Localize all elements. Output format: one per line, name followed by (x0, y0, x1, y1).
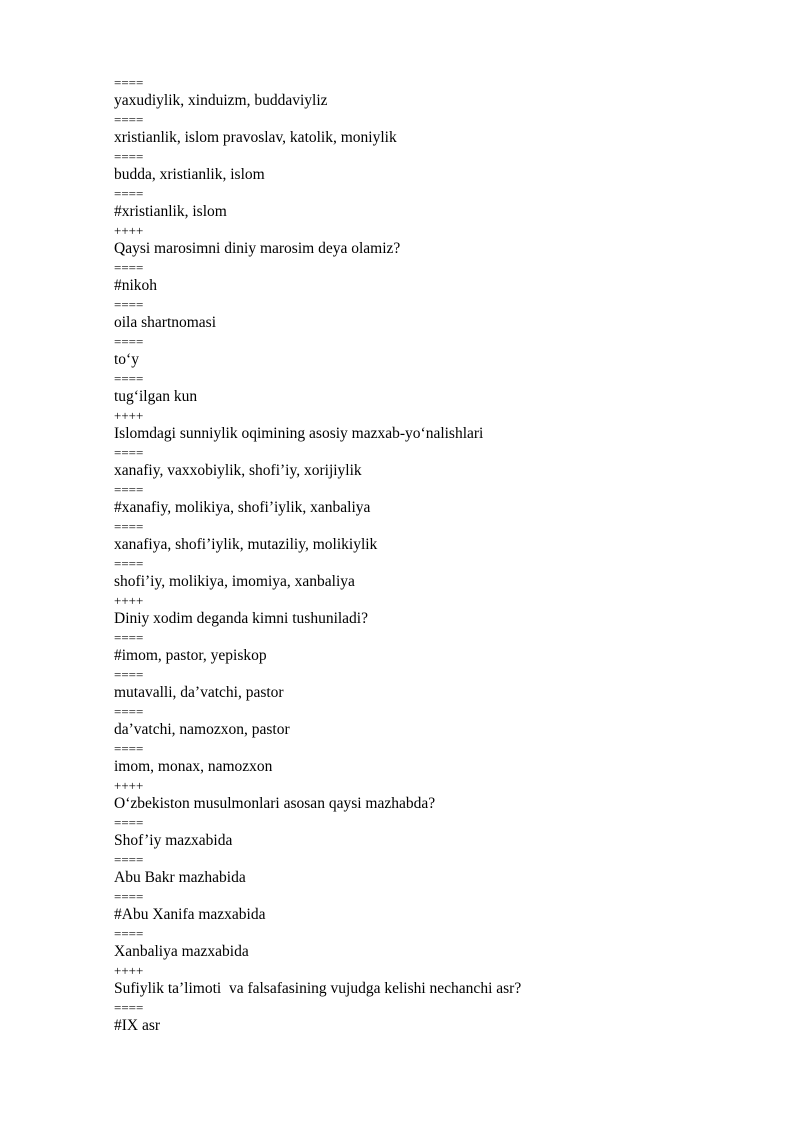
text-line: Diniy xodim deganda kimni tushuniladi? (114, 610, 368, 627)
separator-line: ==== (114, 519, 144, 534)
text-line: Abu Bakr mazhabida (114, 869, 246, 886)
text-line: shofi’iy, molikiya, imomiya, xanbaliya (114, 573, 355, 590)
text-line: tug‘ilgan kun (114, 388, 198, 405)
separator-line: ==== (114, 630, 144, 645)
text-line: imom, monax, namozxon (114, 758, 273, 775)
separator-line: ==== (114, 667, 144, 682)
text-line: Islomdagi sunniylik oqimining asosiy mazxab-yo‘nalishlari (114, 425, 484, 442)
separator-line: ++++ (114, 963, 144, 978)
separator-line: ==== (114, 260, 144, 275)
text-line: da’vatchi, namozxon, pastor (114, 721, 290, 738)
text-line: Shof’iy mazxabida (114, 832, 233, 849)
text-line: xristianlik, islom pravoslav, katolik, moniylik (114, 129, 397, 146)
separator-line: ==== (114, 852, 144, 867)
separator-line: ==== (114, 926, 144, 941)
text-line: oila shartnomasi (114, 314, 217, 331)
separator-line: ==== (114, 556, 144, 571)
separator-line: ==== (114, 371, 144, 386)
text-line: mutavalli, da’vatchi, pastor (114, 684, 284, 701)
document-body (114, 76, 754, 1038)
separator-line: ++++ (114, 593, 144, 608)
separator-line: ==== (114, 112, 144, 127)
separator-line: ==== (114, 75, 144, 90)
text-line: Sufiylik ta’limoti va falsafasining vujudga kelishi nechanchi asr? (114, 980, 522, 997)
text-line: yaxudiylik, xinduizm, buddaviyliz (114, 92, 328, 109)
text-line: #xanafiy, molikiya, shofi’iylik, xanbaliya (114, 499, 371, 516)
text-line: Qaysi marosimni diniy marosim deya olamiz? (114, 240, 401, 257)
separator-line: ==== (114, 704, 144, 719)
separator-line: ==== (114, 1000, 144, 1015)
text-line: O‘zbekiston musulmonlari asosan qaysi mazhabda? (114, 795, 436, 812)
text-line: #imom, pastor, yepiskop (114, 647, 267, 664)
text-line: xanafiya, shofi’iylik, mutaziliy, molikiylik (114, 536, 378, 553)
separator-line: ==== (114, 741, 144, 756)
separator-line: ++++ (114, 408, 144, 423)
separator-line: ==== (114, 186, 144, 201)
separator-line: ==== (114, 889, 144, 904)
separator-line: ==== (114, 815, 144, 830)
separator-line: ==== (114, 334, 144, 349)
separator-line: ++++ (114, 778, 144, 793)
text-line: #xristianlik, islom (114, 203, 227, 220)
text-line: xanafiy, vaxxobiylik, shofi’iy, xorijiylik (114, 462, 362, 479)
text-line: to‘y (114, 351, 139, 368)
text-line: #IX asr (114, 1017, 161, 1034)
text-line: Xanbaliya mazxabida (114, 943, 249, 960)
separator-line: ==== (114, 149, 144, 164)
separator-line: ==== (114, 482, 144, 497)
text-line: #nikoh (114, 277, 158, 294)
text-line: budda, xristianlik, islom (114, 166, 265, 183)
separator-line: ==== (114, 297, 144, 312)
separator-line: ==== (114, 445, 144, 460)
text-line: #Abu Xanifa mazxabida (114, 906, 266, 923)
separator-line: ++++ (114, 223, 144, 238)
